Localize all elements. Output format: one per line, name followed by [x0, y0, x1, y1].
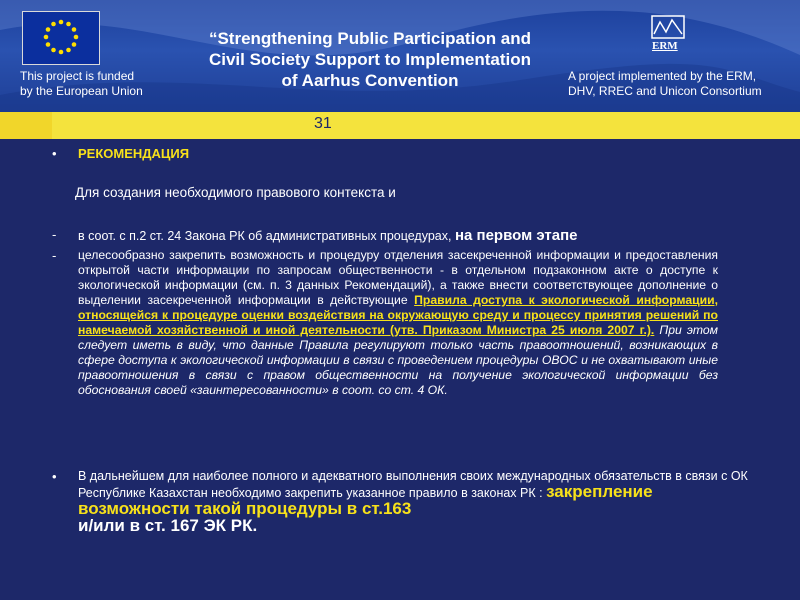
band-accent	[0, 112, 52, 139]
rules-paragraph	[78, 248, 718, 398]
funded-by-eu-text	[20, 69, 143, 99]
future-paragraph-tail: и/или в ст. 167 ЭК РК.	[78, 516, 258, 535]
slide-header	[0, 0, 800, 112]
funded-line-1: This project is funded	[20, 69, 135, 83]
bullet-marker: •	[52, 469, 57, 484]
slide-content	[0, 139, 800, 600]
title-line-2: Civil Society Support to Implementation	[208, 50, 532, 69]
funded-line-2: by the European Union	[20, 84, 143, 98]
slide-number-band	[0, 112, 800, 139]
consortium-text	[568, 69, 762, 99]
future-paragraph-highlight: закрепление возможности такой процедуры в ст.163	[78, 482, 653, 518]
first-stage-line	[78, 227, 578, 244]
recommendation-heading: РЕКОМЕНДАЦИЯ	[78, 146, 190, 161]
eu-flag-icon	[22, 11, 100, 65]
dash-marker: -	[52, 227, 57, 242]
erm-logo-icon	[650, 14, 686, 60]
consortium-line-1: A project implemented by the ERM,	[568, 69, 757, 83]
future-paragraph-text: В дальнейшем для наиболее полного и адекватного выполнения своих международных обязательств в связи с ОК Республике Казахстан необходимо закрепить указанное правило в законах РК :	[78, 469, 748, 500]
erm-logo-text: ERM	[652, 40, 678, 52]
title-line-3: of Aarhus Convention	[281, 71, 459, 90]
first-stage-emphasis: на первом этапе	[454, 227, 578, 244]
rules-link[interactable]: Правила доступа к экологической информации, относящейся к процедуре оценки воздействия на окружающую среду и процессу принятия решений по намечаемой хозяйственной и иной деятельности (утв. Приказом Министра 25 июля 2007 г.).	[78, 293, 718, 337]
slide-number: 31	[314, 115, 332, 132]
first-stage-text: в соот. с п.2 ст. 24 Закона РК об административных процедурах,	[78, 229, 452, 243]
bullet-marker: •	[52, 146, 57, 161]
future-paragraph	[78, 469, 748, 535]
rules-paragraph-lead: целесообразно закрепить возможность и процедуру отделения засекреченной информации и предоставления открытой части информации по запросам общественности - в отдельном подзаконном акте о доступе к экологической информации (см. п. 3 данных Рекомендаций), а также внести соответствующее дополнение о выделении засекреченной информации в действующие	[78, 248, 718, 307]
dash-marker: -	[52, 248, 57, 263]
consortium-line-2: DHV, RREC and Unicon Consortium	[568, 84, 762, 98]
project-title	[170, 28, 570, 91]
rules-paragraph-note: При этом следует иметь в виду, что данные Правила регулируют только часть правоотношений, возникающих в сфере доступа к экологической информации в связи с проведением процедуры ОВОС и не охватывают иные правоотношения в связи с правом общественности на получение экологической информации без обоснования своей «заинтересованности» в соот. со ст. 4 ОК.	[78, 323, 718, 397]
intro-text: Для создания необходимого правового контекста и	[75, 185, 396, 200]
title-line-1: “Strengthening Public Participation and	[208, 29, 532, 48]
